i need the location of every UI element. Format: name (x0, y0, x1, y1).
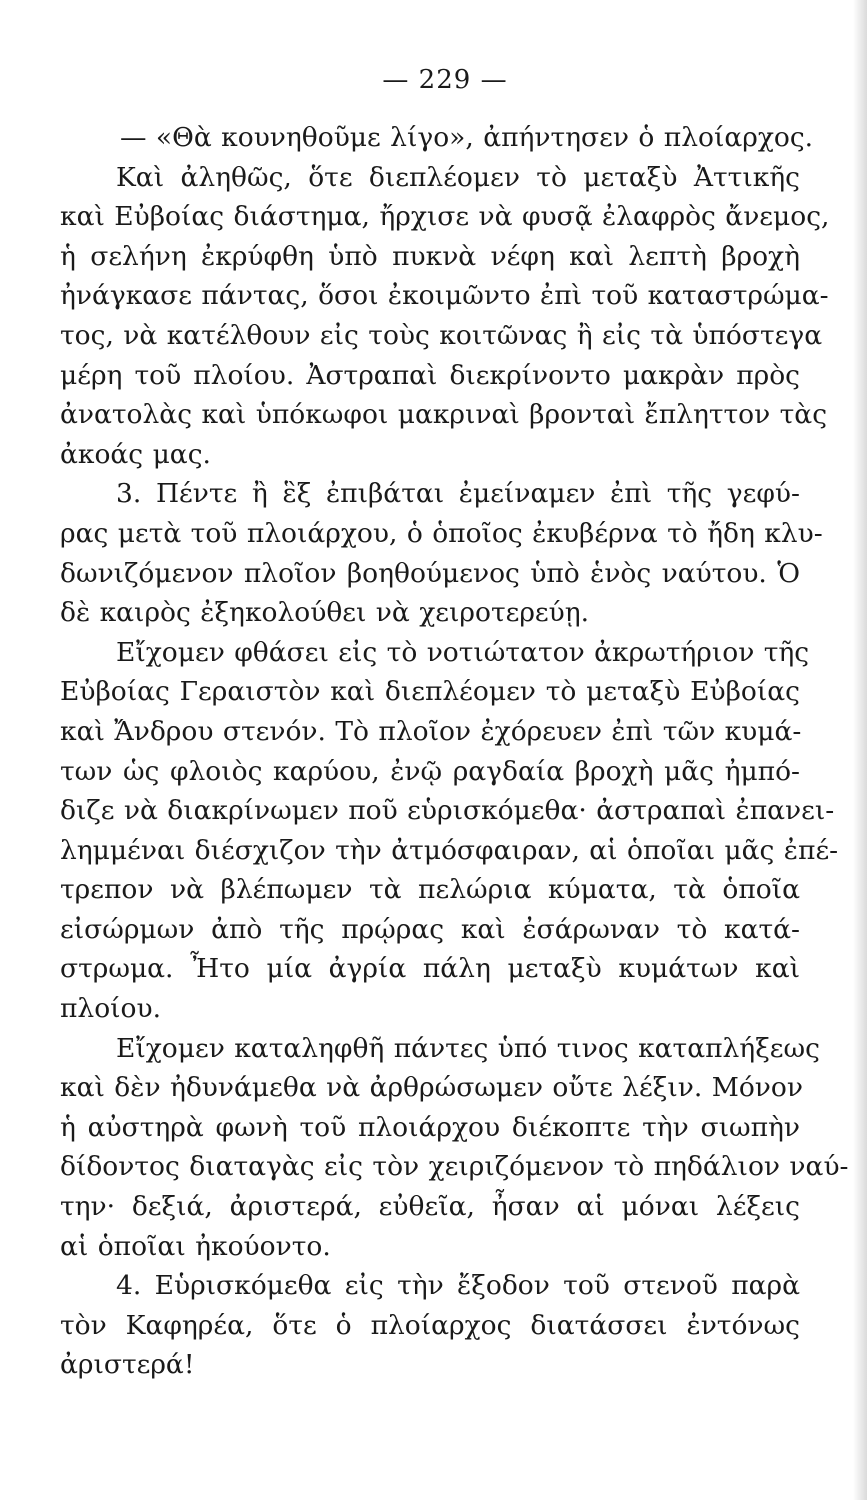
text-line: την· δεξιά, ἀριστερά, εὐθεῖα, ἦσαν αἱ μόναι λέξεις (60, 1191, 800, 1223)
text-line: δὲ καιρὸς ἐξηκολούθει νὰ χειροτερεύῃ. (60, 597, 590, 629)
text-line: δωνιζόμενον πλοῖον βοηθούμενος ὑπὸ ἑνὸς ναύτου. Ὁ (60, 557, 800, 589)
text-line: πλοίου. (60, 993, 162, 1025)
text-line: ἀκοάς μας. (60, 438, 211, 470)
text-line: καὶ δὲν ἠδυνάμεθα νὰ ἀρθρώσωμεν οὔτε λέξιν. Μόνον (60, 1072, 803, 1104)
text-line: ἀριστερά! (60, 1349, 195, 1381)
text-line: ἡ αὐστηρὰ φωνὴ τοῦ πλοιάρχου διέκοπτε τὴν σιωπὴν (60, 1111, 800, 1143)
text-line: ἠνάγκασε πάντας, ὅσοι ἐκοιμῶντο ἐπὶ τοῦ καταστρώμα- (60, 280, 829, 312)
text-line: διζε νὰ διακρίνωμεν ποῦ εὑρισκόμεθα· ἀστραπαὶ ἐπανει- (60, 795, 835, 827)
text-line: — «Θὰ κουνηθοῦμε λίγο», ἀπήντησεν ὁ πλοίαρχος. (120, 122, 814, 153)
text-line: καὶ Εὐβοίας διάστημα, ἤρχισε νὰ φυσᾷ ἐλαφρὸς ἄνεμος, (60, 201, 830, 233)
text-line: ἡ σελήνη ἐκρύφθη ὑπὸ πυκνὰ νέφη καὶ λεπτὴ βροχὴ (60, 240, 800, 272)
text-line: τὸν Καφηρέα, ὅτε ὁ πλοίαρχος διατάσσει ἐντόνως (60, 1309, 800, 1341)
text-line: των ὡς φλοιὸς καρύου, ἐνῷ ραγδαία βροχὴ μᾶς ἠμπό- (60, 755, 800, 787)
text-line: στρωμα. Ἦτο μία ἀγρία πάλη μεταξὺ κυμάτων καὶ (60, 953, 800, 985)
text-line: δίδοντος διαταγὰς εἰς τὸν χειριζόμενον τὸ πηδάλιον ναύ- (60, 1151, 849, 1183)
page-edge-shadow (853, 0, 867, 1500)
text-line: 3. Πέντε ἢ ἓξ ἐπιβάται ἐμείναμεν ἐπὶ τῆς γεφύ- (116, 478, 800, 510)
body-text (60, 118, 849, 1385)
text-line: Εὐβοίας Γεραιστὸν καὶ διεπλέομεν τὸ μεταξὺ Εὐβοίας (60, 676, 800, 708)
text-line: Εἴχομεν καταληφθῆ πάντες ὑπό τινος καταπλήξεως (116, 1032, 820, 1064)
text-line: καὶ Ἄνδρου στενόν. Τὸ πλοῖον ἐχόρευεν ἐπὶ τῶν κυμά- (60, 715, 802, 747)
text-line: Καὶ ἀληθῶς, ὅτε διεπλέομεν τὸ μεταξὺ Ἀττικῆς (116, 161, 800, 193)
text-line: αἱ ὁποῖαι ἠκούοντο. (60, 1230, 331, 1262)
text-line: 4. Εὑρισκόμεθα εἰς τὴν ἔξοδον τοῦ στενοῦ παρὰ (116, 1270, 800, 1302)
text-line: τρεπον νὰ βλέπωμεν τὰ πελώρια κύματα, τὰ ὁποῖα (60, 874, 800, 906)
book-page (60, 60, 849, 1385)
text-line: μέρη τοῦ πλοίου. Ἀστραπαὶ διεκρίνοντο μακρὰν πρὸς (60, 359, 800, 391)
text-line: εἰσώρμων ἀπὸ τῆς πρῴρας καὶ ἐσάρωναν τὸ κατά- (60, 913, 800, 945)
text-line: ἀνατολὰς καὶ ὑπόκωφοι μακριναὶ βρονταὶ ἔπληττον τὰς (60, 399, 828, 431)
text-line: Εἴχομεν φθάσει εἰς τὸ νοτιώτατον ἀκρωτήριον τῆς (116, 636, 810, 668)
text-line: ρας μετὰ τοῦ πλοιάρχου, ὁ ὁποῖος ἐκυβέρνα τὸ ἤδη κλυ- (60, 517, 823, 549)
text-line: λημμέναι διέσχιζον τὴν ἀτμόσφαιραν, αἱ ὁποῖαι μᾶς ἐπέ- (60, 834, 839, 866)
text-line: τος, νὰ κατέλθουν εἰς τοὺς κοιτῶνας ἢ εἰς τὰ ὑπόστεγα (60, 319, 823, 351)
page-number: — 229 — (382, 65, 508, 95)
